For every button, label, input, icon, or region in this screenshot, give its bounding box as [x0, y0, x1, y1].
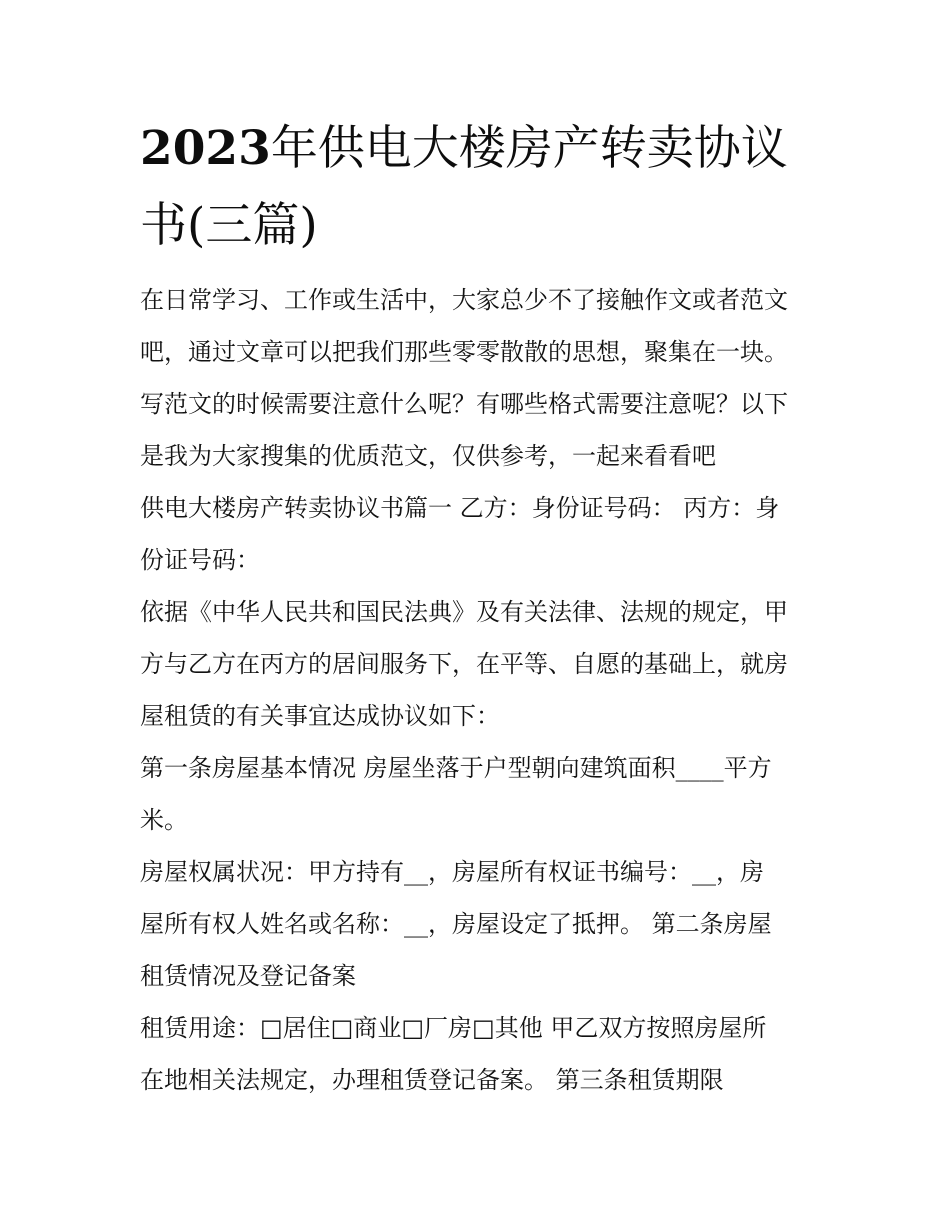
document-body: [140, 274, 820, 1106]
body-line: 是我为大家搜集的优质范文，仅供参考，一起来看看吧: [140, 442, 716, 470]
body-line: 屋租赁的有关事宜达成协议如下：: [140, 702, 500, 730]
body-line: 份证号码：: [140, 546, 260, 574]
body-line: 方与乙方在丙方的居间服务下，在平等、自愿的基础上，就房: [140, 650, 788, 678]
body-line: 米。: [140, 806, 188, 834]
document-title: [140, 110, 830, 264]
body-line: 供电大楼房产转卖协议书篇一 乙方：身份证号码： 丙方：身: [140, 494, 780, 522]
title-text-line1: 年供电大楼房产转卖协议: [270, 121, 788, 176]
body-line: 写范文的时候需要注意什么呢？有哪些格式需要注意呢？以下: [140, 390, 788, 418]
body-line: 第一条房屋基本情况 房屋坐落于户型朝向建筑面积____平方: [140, 754, 772, 782]
title-year: 2023: [140, 121, 271, 176]
title-text-line2: 书(三篇): [140, 198, 318, 253]
body-line: 在地相关法规定，办理租赁登记备案。 第三条租赁期限: [140, 1066, 724, 1094]
body-line: 租赁用途：□居住□商业□厂房□其他 甲乙双方按照房屋所: [140, 1014, 767, 1042]
body-line: 依据《中华人民共和国民法典》及有关法律、法规的规定，甲: [140, 598, 788, 626]
body-line: 吧，通过文章可以把我们那些零零散散的思想，聚集在一块。: [140, 338, 788, 366]
body-line: 屋所有权人姓名或名称：__，房屋设定了抵押。 第二条房屋: [140, 910, 772, 938]
body-line: 租赁情况及登记备案: [140, 962, 356, 990]
body-line: 房屋权属状况：甲方持有__，房屋所有权证书编号：__，房: [140, 858, 764, 886]
body-line: 在日常学习、工作或生活中，大家总少不了接触作文或者范文: [140, 286, 788, 314]
